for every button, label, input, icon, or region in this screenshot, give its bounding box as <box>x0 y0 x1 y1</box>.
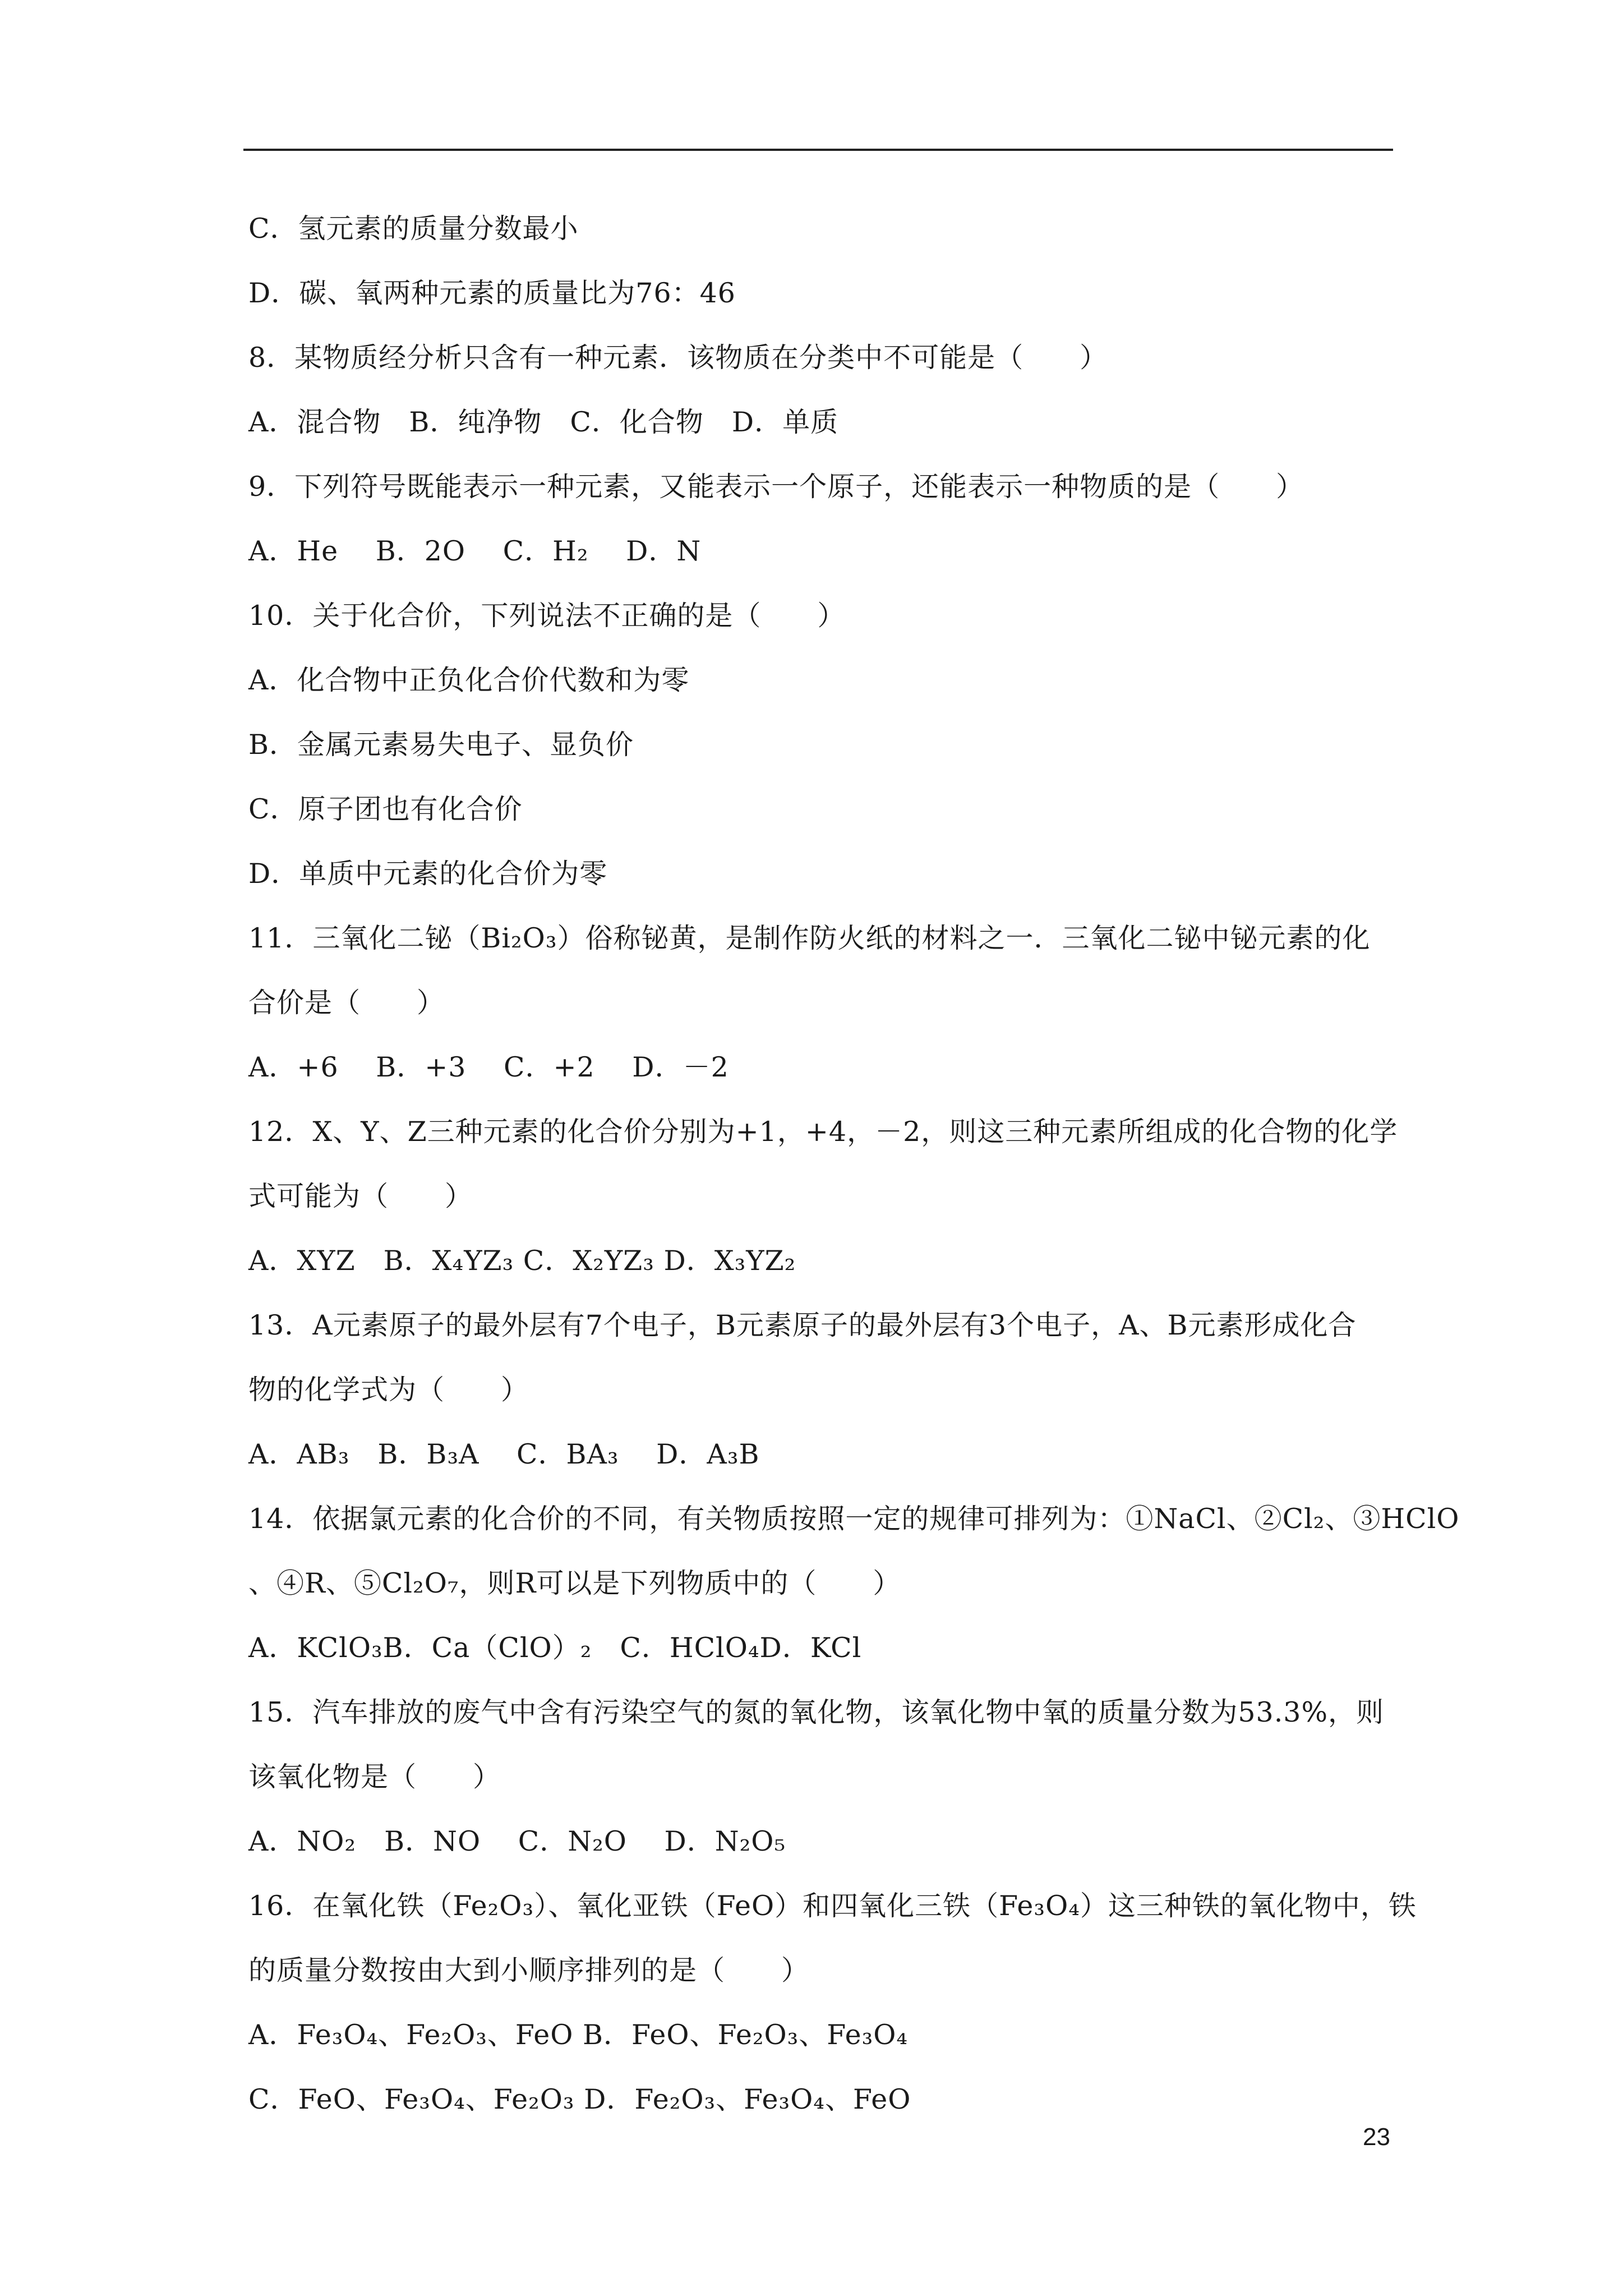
question-8: 8．某物质经分析只含有一种元素．该物质在分类中不可能是（ ） <box>248 342 1108 374</box>
question-14: 14．依据氯元素的化合价的不同，有关物质按照一定的规律可排列为：①NaCl、②Cl₂、③HClO <box>248 1503 1460 1535</box>
question-13-options: A．AB₃ B．B₃A C．BA₃ D．A₃B <box>248 1438 760 1470</box>
question-content <box>248 196 1460 2132</box>
question-10-option-d: D．单质中元素的化合价为零 <box>248 858 608 890</box>
header-rule <box>243 149 1393 151</box>
question-14-options: A．KClO₃B．Ca（ClO）₂ C．HClO₄D．KCl <box>248 1632 862 1664</box>
question-9: 9．下列符号既能表示一种元素，又能表示一个原子，还能表示一种物质的是（ ） <box>248 471 1304 503</box>
question-11-options: A．+6 B．+3 C．+2 D．－2 <box>248 1051 729 1083</box>
question-11-cont: 合价是（ ） <box>248 987 445 1019</box>
question-13: 13．A元素原子的最外层有7个电子，B元素原子的最外层有3个电子，A、B元素形成化合 <box>248 1309 1357 1341</box>
question-10-option-b: B．金属元素易失电子、显负价 <box>248 729 634 761</box>
question-15: 15．汽车排放的废气中含有污染空气的氮的氧化物，该氧化物中氧的质量分数为53.3%，则 <box>248 1696 1385 1728</box>
text-line: D．碳、氧两种元素的质量比为76：46 <box>248 277 736 309</box>
page-number: 23 <box>1363 2123 1390 2151</box>
question-16: 16．在氧化铁（Fe₂O₃）、氧化亚铁（FeO）和四氧化三铁（Fe₃O₄）这三种铁的氧化物中，铁 <box>248 1890 1417 1922</box>
text-line: C．氢元素的质量分数最小 <box>248 213 579 245</box>
question-8-options: A．混合物 B．纯净物 C．化合物 D．单质 <box>248 406 839 438</box>
question-10: 10．关于化合价，下列说法不正确的是（ ） <box>248 600 846 632</box>
question-14-cont: 、④R、⑤Cl₂O₇，则R可以是下列物质中的（ ） <box>248 1567 901 1599</box>
question-12-options: A．XYZ B．X₄YZ₃ C．X₂YZ₃ D．X₃YZ₂ <box>248 1245 796 1277</box>
question-15-options: A．NO₂ B．NO C．N₂O D．N₂O₅ <box>248 1825 786 1857</box>
question-15-cont: 该氧化物是（ ） <box>248 1761 501 1793</box>
question-10-option-a: A．化合物中正负化合价代数和为零 <box>248 664 690 696</box>
question-16-options-ab: A．Fe₃O₄、Fe₂O₃、FeO B．FeO、Fe₂O₃、Fe₃O₄ <box>248 2019 909 2051</box>
question-9-options: A．He B．2O C．H₂ D．N <box>248 535 702 567</box>
question-11: 11．三氧化二铋（Bi₂O₃）俗称铋黄，是制作防火纸的材料之一．三氧化二铋中铋元素的化 <box>248 922 1371 954</box>
question-16-cont: 的质量分数按由大到小顺序排列的是（ ） <box>248 1954 810 1986</box>
question-13-cont: 物的化学式为（ ） <box>248 1374 529 1406</box>
question-12-cont: 式可能为（ ） <box>248 1180 473 1212</box>
question-10-option-c: C．原子团也有化合价 <box>248 793 523 825</box>
question-16-options-cd: C．FeO、Fe₃O₄、Fe₂O₃ D．Fe₂O₃、Fe₃O₄、FeO <box>248 2083 911 2115</box>
question-12: 12．X、Y、Z三种元素的化合价分别为+1，+4，－2，则这三种元素所组成的化合物的化学 <box>248 1116 1398 1148</box>
